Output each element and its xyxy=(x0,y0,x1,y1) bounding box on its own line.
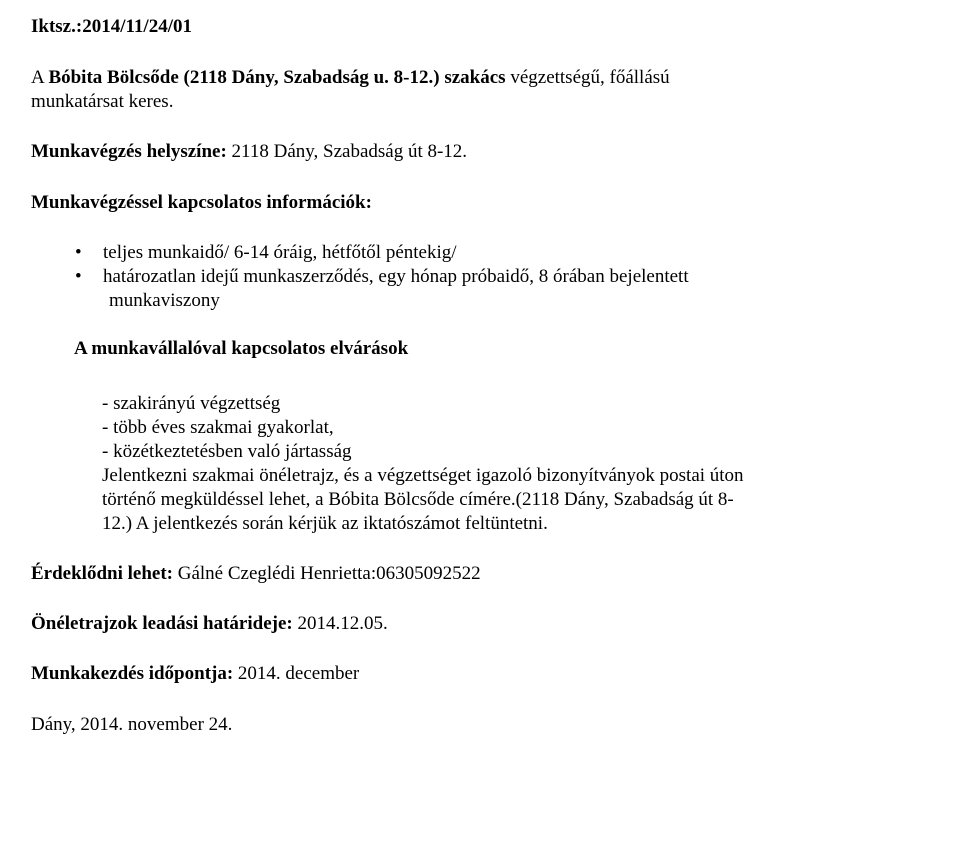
work-info-heading xyxy=(31,191,961,215)
place-and-date: Dány, 2014. november 24. xyxy=(31,714,233,735)
contact-info xyxy=(31,562,961,586)
application-text-line: történő megküldéssel lehet, a Bóbita Bölcsőde címére.(2118 Dány, Szabadság út 8- xyxy=(102,489,734,510)
deadline-value: 2014.12.05. xyxy=(292,613,388,634)
bullet-icon: • xyxy=(75,266,82,287)
list-item xyxy=(75,265,943,313)
requirement-item: - közétkeztetésben való jártasság xyxy=(102,441,352,462)
requirement-item: - több éves szakmai gyakorlat, xyxy=(102,417,334,438)
contact-label: Érdeklődni lehet: xyxy=(31,563,173,584)
reference-number xyxy=(31,15,961,39)
work-location-label: Munkavégzés helyszíne: xyxy=(31,141,227,162)
reference-value: 2014/11/24/01 xyxy=(82,16,192,37)
application-text-line: Jelentkezni szakmai önéletrajz, és a végzettséget igazoló bizonyítványok postai úton xyxy=(102,465,744,486)
requirements-heading xyxy=(74,337,961,361)
work-info-list xyxy=(31,241,961,313)
requirements-heading-text: A munkavállalóval kapcsolatos elvárások xyxy=(74,338,409,359)
position-name: szakács xyxy=(444,67,506,88)
work-location xyxy=(31,140,961,164)
start-date xyxy=(31,662,961,686)
employer-name: Bóbita Bölcsőde (2118 Dány, Szabadság u. 8-12.) xyxy=(48,67,440,88)
intro-paragraph xyxy=(31,66,961,114)
contact-value: Gálné Czeglédi Henrietta:06305092522 xyxy=(172,563,481,584)
start-date-label: Munkakezdés időpontja: xyxy=(31,663,234,684)
application-text-line: 12.) A jelentkezés során kérjük az iktatószámot feltüntetni. xyxy=(102,513,548,534)
requirement-item: - szakirányú végzettség xyxy=(102,393,281,414)
work-info-item-text: teljes munkaidő/ 6-14 óráig, hétfőtől péntekig/ xyxy=(103,242,457,263)
application-deadline xyxy=(31,612,961,636)
intro-prefix: A xyxy=(31,67,49,88)
work-info-heading-text: Munkavégzéssel kapcsolatos információk: xyxy=(31,192,372,213)
intro-suffix-line2: munkatársat keres. xyxy=(31,91,174,112)
job-posting-document xyxy=(31,15,961,737)
list-item xyxy=(75,241,943,265)
deadline-label: Önéletrajzok leadási határideje: xyxy=(31,613,293,634)
bullet-icon: • xyxy=(75,242,82,263)
reference-label: Iktsz.: xyxy=(31,16,83,37)
start-date-value: 2014. december xyxy=(233,663,360,684)
work-location-value: 2118 Dány, Szabadság út 8-12. xyxy=(226,141,468,162)
requirements-block xyxy=(102,392,962,536)
work-info-item-continuation: munkaviszony xyxy=(109,290,220,311)
work-info-item-text: határozatlan idejű munkaszerződés, egy hónap próbaidő, 8 órában bejelentett xyxy=(103,266,689,287)
intro-suffix-line1: végzettségű, főállású xyxy=(505,67,670,88)
